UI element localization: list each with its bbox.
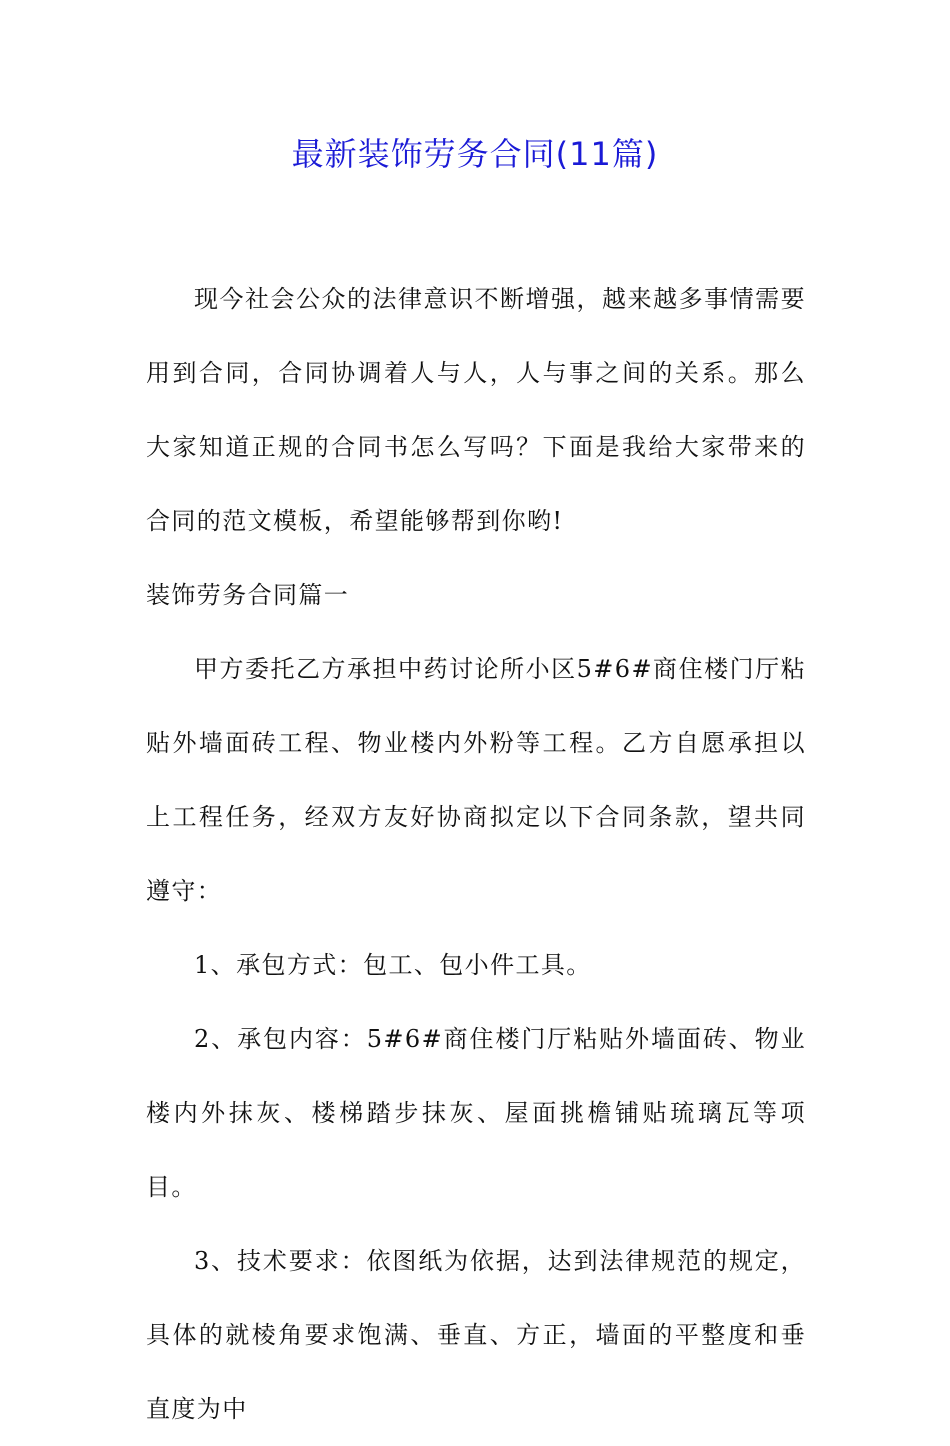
contract-item-2: 2、承包内容：5#6#商住楼门厅粘贴外墙面砖、物业楼内外抹灰、楼梯踏步抹灰、屋面挑檐铺贴琉璃瓦等项目。 [146, 1025, 806, 1201]
document-title: 最新装饰劳务合同(11篇) [291, 135, 659, 173]
contract-paragraph: 甲方委托乙方承担中药讨论所小区5#6#商住楼门厅粘贴外墙面砖工程、物业楼内外粉等工程。乙方自愿承担以上工程任务，经双方友好协商拟定以下合同条款，望共同遵守： [146, 655, 806, 905]
document-body [146, 262, 806, 1446]
section-heading: 装饰劳务合同篇一 [146, 581, 350, 609]
contract-item-3: 3、技术要求：依图纸为依据，达到法律规范的规定，具体的就棱角要求饱满、垂直、方正，墙面的平整度和垂直度为中 [146, 1247, 806, 1423]
contract-item-1: 1、承包方式：包工、包小件工具。 [194, 951, 592, 979]
intro-paragraph: 现今社会公众的法律意识不断增强，越来越多事情需要用到合同，合同协调着人与人，人与事之间的关系。那么大家知道正规的合同书怎么写吗？下面是我给大家带来的合同的范文模板，希望能够帮到你哟! [146, 285, 806, 535]
